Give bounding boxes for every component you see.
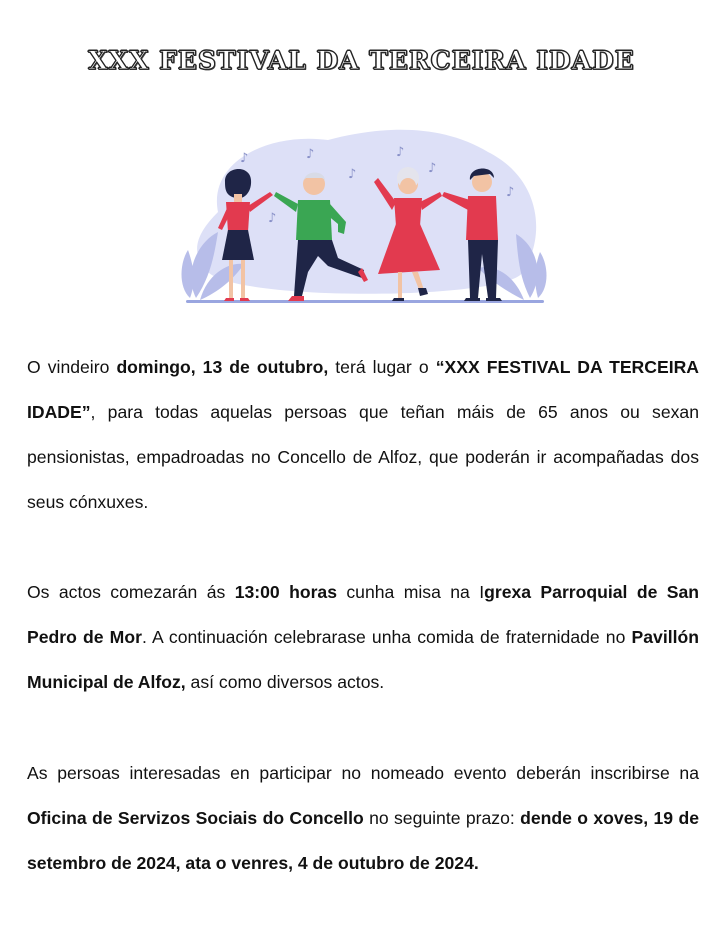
svg-text:♪: ♪ [506, 185, 515, 200]
paragraph-registration: As persoas interesadas en participar no nomeado evento deberán inscribirse na Oficina de Servizos Sociais do Concello no seguinte prazo: dende o xoves, 19 de setembro de 2024, ata o venres, 4 de outubro de 2024. [27, 763, 699, 873]
svg-text:♪: ♪ [428, 161, 437, 176]
svg-text:♪: ♪ [348, 167, 357, 182]
dancing-seniors-illustration [178, 122, 550, 310]
paragraph-event-info: O vindeiro domingo, 13 de outubro, terá lugar o “XXX FESTIVAL DA TERCEIRA IDADE”, para todas aquelas persoas que teñan máis de 65 anos ou sexan pensionistas, empadroadas no Concello de Alfoz, que poderán ir acompañadas dos seus cónxuxes. [27, 357, 699, 512]
svg-text:♪: ♪ [268, 211, 277, 226]
page-title: XXX FESTIVAL DA TERCEIRA IDADE [88, 46, 635, 75]
paragraph-schedule: Os actos comezarán ás 13:00 horas cunha misa na Igrexa Parroquial de San Pedro de Mor. A continuación celebrarase unha comida de fraternidade no Pavillón Municipal de Alfoz, así como diversos actos. [27, 582, 700, 692]
svg-text:♪: ♪ [306, 147, 315, 162]
svg-text:♪: ♪ [240, 151, 249, 166]
svg-text:♪: ♪ [396, 145, 405, 160]
